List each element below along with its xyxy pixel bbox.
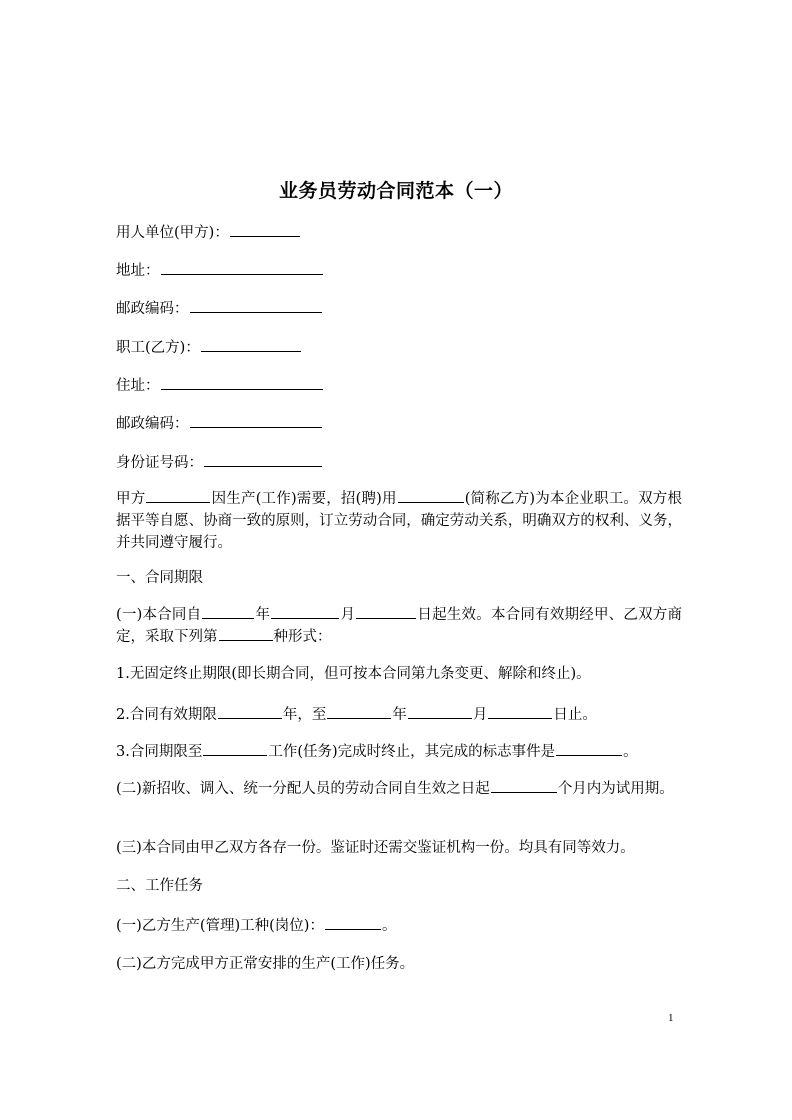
term-clause-1 <box>116 604 682 648</box>
preamble-paragraph <box>116 488 682 554</box>
id-number-label: 身份证号码： <box>116 455 203 471</box>
term-option-3 <box>116 741 638 762</box>
page-number: 1 <box>668 1012 674 1024</box>
address-label: 地址： <box>116 263 160 279</box>
start-year-blank[interactable] <box>202 604 254 619</box>
postcode-label: 邮政编码： <box>116 301 189 317</box>
probation-months-blank[interactable] <box>491 778 557 793</box>
employee-field <box>116 337 302 358</box>
work-post-text-a: (一)乙方生产(管理)工种(岗位)： <box>116 918 324 934</box>
preamble-text-2: 因生产(工作)需要，招(聘)用 <box>211 491 397 507</box>
opt2-text-b: 年，至 <box>282 707 327 723</box>
employee-blank[interactable] <box>201 337 301 352</box>
address-blank[interactable] <box>161 260 323 275</box>
term-text-e: 种形式： <box>273 629 332 645</box>
opt3-text-c: 。 <box>623 744 638 760</box>
opt3-text-a: 3.合同期限至 <box>116 744 203 760</box>
opt2-end-year-blank[interactable] <box>327 704 391 719</box>
opt3-event-blank[interactable] <box>556 741 622 756</box>
term-text-b: 年 <box>255 607 271 623</box>
start-month-blank[interactable] <box>271 604 339 619</box>
form-choice-blank[interactable] <box>219 626 273 641</box>
start-day-blank[interactable] <box>356 604 416 619</box>
residence-label: 住址： <box>116 378 160 394</box>
probation-text-b: 个月内为试用期。 <box>557 781 674 797</box>
employee-label: 职工(乙方)： <box>116 340 200 356</box>
id-number-blank[interactable] <box>204 452 322 467</box>
term-text-d: 日起生效。本合同有效期经甲、乙双方商定，采取下列第 <box>116 607 683 645</box>
term-text-a: (一)本合同自 <box>116 607 202 623</box>
opt2-text-d: 月 <box>472 707 488 723</box>
employer-field <box>116 222 301 243</box>
residence-field <box>116 375 324 396</box>
opt2-years-blank[interactable] <box>218 704 282 719</box>
address-field <box>116 260 324 281</box>
probation-text-a: (二)新招收、调入、统一分配人员的劳动合同自生效之日起 <box>116 781 490 797</box>
section1-heading: 一、合同期限 <box>116 570 203 586</box>
id-number-field <box>116 452 323 473</box>
term-option-1: 1.无固定终止期限(即长期合同，但可按本合同第九条变更、解除和终止)。 <box>116 666 591 682</box>
opt2-text-a: 2.合同有效期限 <box>116 707 217 723</box>
postcode-blank[interactable] <box>190 298 322 313</box>
opt2-end-month-blank[interactable] <box>408 704 472 719</box>
probation-clause <box>116 778 682 800</box>
preamble-text-1: 甲方 <box>116 491 146 507</box>
opt3-task-blank[interactable] <box>203 741 267 756</box>
work-post-text-b: 。 <box>381 918 397 934</box>
preamble-text-3: (简称乙方)为本企业职工。双方根据平等自愿、协商一致的原则，订立劳动合同，确定劳动关系，明确双方的权利、义务，并共同遵守履行。 <box>116 491 682 551</box>
residence-blank[interactable] <box>161 375 323 390</box>
work-post-clause <box>116 915 396 936</box>
postcode2-field <box>116 413 323 434</box>
term-text-c: 月 <box>340 607 356 623</box>
opt2-end-day-blank[interactable] <box>488 704 552 719</box>
term-option-2 <box>116 704 597 725</box>
employer-label: 用人单位(甲方)： <box>116 225 229 241</box>
copies-clause: (三)本合同由甲乙双方各存一份。鉴证时还需交鉴证机构一份。均具有同等效力。 <box>116 840 635 856</box>
work-post-blank[interactable] <box>325 915 381 930</box>
opt3-text-b: 工作(任务)完成时终止，其完成的标志事件是 <box>268 744 556 760</box>
opt2-text-c: 年 <box>392 707 407 723</box>
preamble-blank-1[interactable] <box>146 488 210 503</box>
opt2-text-e: 日止。 <box>553 707 597 723</box>
section2-heading: 二、工作任务 <box>116 878 203 894</box>
work-task-clause: (二)乙方完成甲方正常安排的生产(工作)任务。 <box>116 956 415 972</box>
postcode2-blank[interactable] <box>190 413 322 428</box>
postcode-field <box>116 298 323 319</box>
employer-blank[interactable] <box>230 222 300 237</box>
postcode2-label: 邮政编码： <box>116 416 189 432</box>
preamble-blank-2[interactable] <box>398 488 464 503</box>
document-title: 业务员劳动合同范本（一） <box>278 180 513 202</box>
